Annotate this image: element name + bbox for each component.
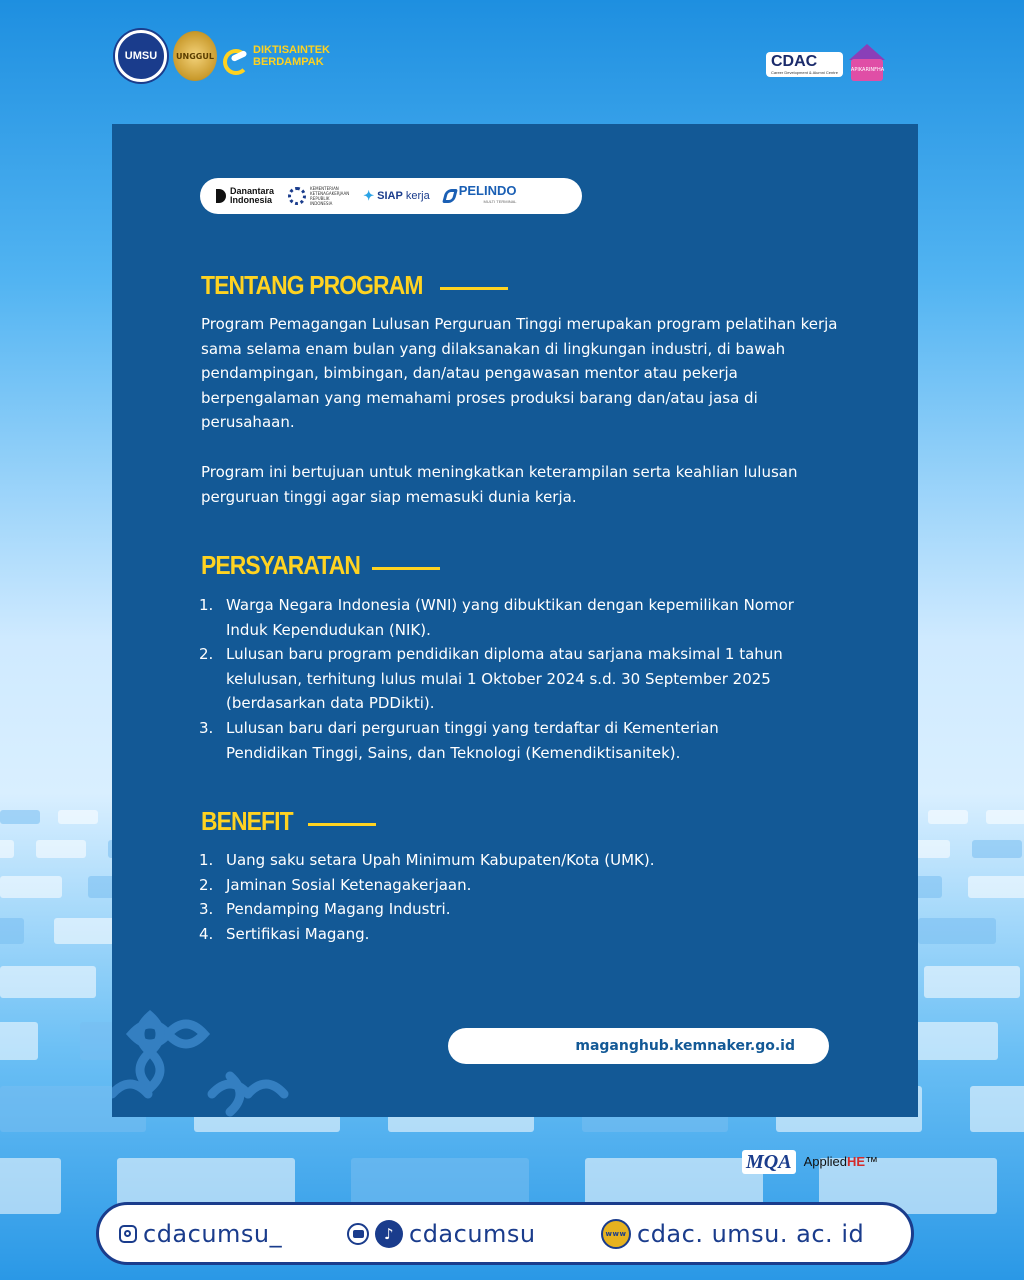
house-logo: APIKARINFHA bbox=[847, 44, 887, 84]
siapkerja-logo: ✦ SIAP kerja bbox=[363, 188, 430, 203]
program-info-card bbox=[112, 124, 918, 1117]
heading-benefit: BENEFIT bbox=[201, 806, 293, 836]
floor-tile bbox=[0, 810, 40, 824]
heading-persyaratan: PERSYARATAN bbox=[201, 550, 360, 580]
top-right-logo-group bbox=[766, 44, 887, 84]
globe-icon: www bbox=[601, 1219, 631, 1249]
benefit-list bbox=[199, 848, 799, 946]
floor-tile bbox=[986, 810, 1024, 824]
youtube-tiktok-link[interactable] bbox=[347, 1220, 536, 1248]
accreditation-logos bbox=[742, 1150, 878, 1174]
floor-tile bbox=[928, 810, 968, 824]
maganghub-link[interactable]: maganghub.kemnaker.go.id bbox=[448, 1028, 829, 1064]
umsu-logo: UMSU bbox=[115, 30, 167, 82]
unggul-badge: UNGGUL bbox=[173, 31, 217, 81]
floor-tile bbox=[972, 840, 1022, 858]
tentang-paragraph-2: Program ini bertujuan untuk meningkatkan keterampilan serta keahlian lulusan perguruan tinggi agar siap memasuki dunia kerja. bbox=[201, 463, 798, 506]
pelindo-logo: PELINDO MULTI TERMINAL bbox=[444, 185, 517, 207]
floor-tile bbox=[0, 1158, 61, 1214]
kemnaker-logo: KEMENTERIAN KETENAGAKERJAAN REPUBLIK INDONESIA bbox=[288, 186, 349, 206]
persyaratan-list bbox=[199, 593, 799, 765]
list-item: 3. Pendamping Magang Industri. bbox=[199, 900, 451, 919]
instagram-handle: cdacumsu_ bbox=[143, 1219, 283, 1248]
heading-tentang-program: TENTANG PROGRAM bbox=[201, 270, 423, 300]
floor-tile bbox=[918, 918, 996, 944]
instagram-icon bbox=[119, 1225, 137, 1243]
dikti-line2: BERDAMPAK bbox=[253, 56, 324, 68]
instagram-link[interactable] bbox=[119, 1220, 282, 1248]
floor-tile bbox=[0, 1022, 38, 1060]
floor-tile bbox=[0, 840, 14, 858]
appliedhe-logo: AppliedHE™ bbox=[803, 1154, 879, 1169]
dikti-line1: DIKTISAINTEK bbox=[253, 44, 330, 56]
heading-underline bbox=[308, 823, 376, 826]
kemnaker-gear-icon bbox=[288, 187, 306, 205]
floor-tile bbox=[970, 1086, 1024, 1132]
cdac-logo: CDAC Career Development & Alumni Centre bbox=[766, 52, 843, 77]
social-footer-bar bbox=[96, 1202, 914, 1265]
tiktok-icon: ♪ bbox=[375, 1220, 403, 1248]
siapkerja-star-icon: ✦ bbox=[363, 188, 375, 203]
floor-tile bbox=[968, 876, 1024, 898]
list-item: 1. Warga Negara Indonesia (WNI) yang dibuktikan dengan kepemilikan Nomor Induk Kependudukan (NIK). bbox=[199, 596, 794, 639]
list-item: 2. Lulusan baru program pendidikan diploma atau sarjana maksimal 1 tahun kelulusan, terhitung lulus mulai 1 Oktober 2024 s.d. 30 September 2025 (berdasarkan data PDDikti). bbox=[199, 645, 783, 713]
pelindo-mark-icon bbox=[442, 189, 458, 203]
youtube-tiktok-handle: cdacumsu bbox=[409, 1219, 536, 1248]
list-item: 3. Lulusan baru dari perguruan tinggi yang terdaftar di Kementerian Pendidikan Tinggi, Sains, dan Teknologi (Kemendiktisanitek). bbox=[199, 718, 719, 762]
tentang-paragraph-1: Program Pemagangan Lulusan Perguruan Tinggi merupakan program pelatihan kerja sama selama enam bulan yang dilaksanakan di lingkungan industri, di bawah pendampingan, bimbingan, dan/atau pengawasan mentor atau pekerja berpengalaman yang memahami proses produksi barang dan/atau jasa di perusahaan. bbox=[201, 315, 838, 432]
list-item: 4. Sertifikasi Magang. bbox=[199, 924, 370, 943]
top-left-logo-group bbox=[115, 30, 330, 82]
youtube-icon bbox=[347, 1223, 369, 1245]
heading-underline bbox=[372, 567, 440, 570]
floor-tile bbox=[58, 810, 98, 824]
partner-logo-bar bbox=[200, 178, 582, 214]
website-url: cdac. umsu. ac. id bbox=[637, 1219, 865, 1248]
floor-tile bbox=[924, 966, 1020, 998]
website-link[interactable] bbox=[601, 1219, 864, 1249]
heading-underline bbox=[440, 287, 508, 290]
diktisaintek-logo bbox=[223, 43, 330, 69]
mqa-logo: MQA bbox=[742, 1150, 796, 1174]
floor-tile bbox=[0, 918, 24, 944]
danantara-logo: Danantara Indonesia bbox=[216, 187, 274, 205]
decorative-flower-pattern-icon bbox=[112, 994, 302, 1117]
list-item: 1. Uang saku setara Upah Minimum Kabupaten/Kota (UMK). bbox=[199, 851, 655, 869]
diktisaintek-mark-icon bbox=[223, 43, 249, 69]
list-item: 2. Jaminan Sosial Ketenagakerjaan. bbox=[199, 875, 472, 894]
floor-tile bbox=[0, 876, 62, 898]
floor-tile bbox=[0, 966, 96, 998]
floor-tile bbox=[36, 840, 86, 858]
